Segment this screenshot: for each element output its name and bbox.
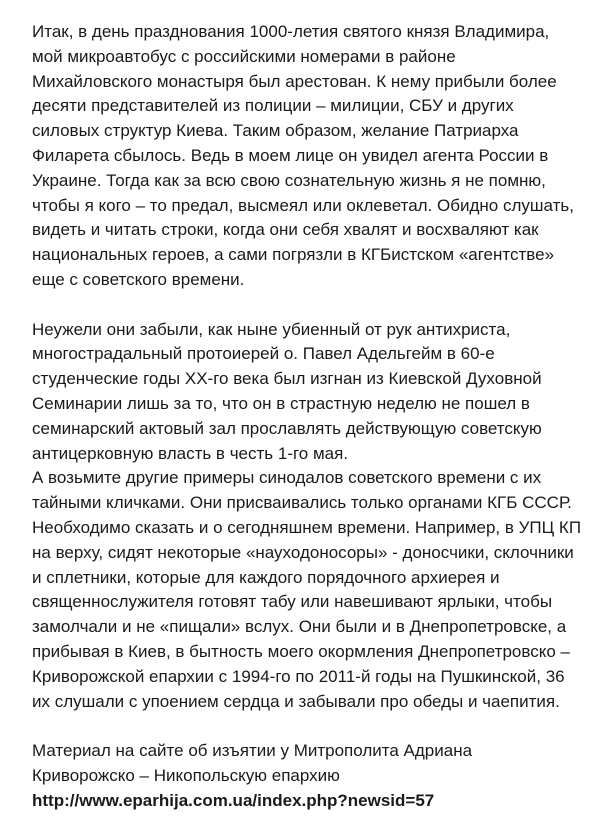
text-line: Филарета сбылось. Ведь в моем лице он увидел агента России в <box>32 145 549 165</box>
paragraph-source <box>32 739 592 813</box>
text-line: прибывая в Киев, в бытность моего окормления Днепропетровско – <box>32 641 570 661</box>
text-line: десяти представителей из полиции – милиции, СБУ и других <box>32 96 514 116</box>
source-link[interactable]: http://www.eparhija.com.ua/index.php?newsid=57 <box>32 790 435 810</box>
text-line: их слушали с упоением сердца и забывали про обеды и чаепития. <box>32 691 560 711</box>
text-line: Итак, в день празднования 1000-летия святого князя Владимира, <box>32 22 550 41</box>
text-line: Неужели они забыли, как ныне убиенный от рук антихриста, <box>32 319 511 339</box>
text-line: мой микроавтобус с российскими номерами в районе <box>32 46 456 66</box>
text-line: А возьмите другие примеры синодалов советского времени с их <box>32 468 542 488</box>
text-line: священнослужителя готовят табу или навешивают ярлыки, чтобы <box>32 592 553 612</box>
text-line: национальных героев, а сами погрязли в КГБистском «агентстве» <box>32 245 555 265</box>
document-body <box>32 20 592 814</box>
text-line: чтобы я кого – то предал, высмеял или оклеветал. Обидно слушать, <box>32 195 574 215</box>
text-line: и сплетники, которые для каждого порядочного архиерея и <box>32 567 500 587</box>
text-line: антицерковную власть в честь 1-го мая. <box>32 443 349 463</box>
text-line: Семинарии лишь за то, что он в страстную неделю не пошел в <box>32 393 530 413</box>
text-line: семинарский актовый зал прославлять действующую советскую <box>32 418 542 438</box>
paragraph-adelgeim <box>32 318 592 467</box>
text-line: Михайловского монастыря был арестован. К нему прибыли более <box>32 71 557 91</box>
text-line: Криворожской епархии с 1994-го по 2011-й годы на Пушкинской, 36 <box>32 666 565 686</box>
text-line: многострадальный протоиерей о. Павел Адельгейм в 60-е <box>32 344 495 364</box>
text-line: силовых структур Киева. Таким образом, желание Патриарха <box>32 121 519 141</box>
text-line: видеть и читать строки, когда они себя хвалят и восхваляют как <box>32 220 539 240</box>
text-line: Украине. Тогда как за всю свою сознательную жизнь я не помню, <box>32 170 546 190</box>
text-line: еще с советского времени. <box>32 269 245 289</box>
text-line: замолчали и не «пищали» вслух. Они были и в Днепропетровске, а <box>32 617 567 637</box>
paragraph-arrest <box>32 20 592 293</box>
text-line: тайными кличками. Они присваивались только органами КГБ СССР. <box>32 493 572 513</box>
paragraph-synodals <box>32 466 592 714</box>
text-line: на верху, сидят некоторые «науходоносоры» - доносчики, склочники <box>32 542 574 562</box>
text-line: Криворожско – Никопольскую епархию <box>32 765 340 785</box>
text-line: Необходимо сказать и о сегодняшнем времени. Например, в УПЦ КП <box>32 517 582 537</box>
text-line: студенческие годы XX-го века был изгнан из Киевской Духовной <box>32 369 542 389</box>
text-line: Материал на сайте об изъятии у Митрополита Адриана <box>32 741 473 761</box>
